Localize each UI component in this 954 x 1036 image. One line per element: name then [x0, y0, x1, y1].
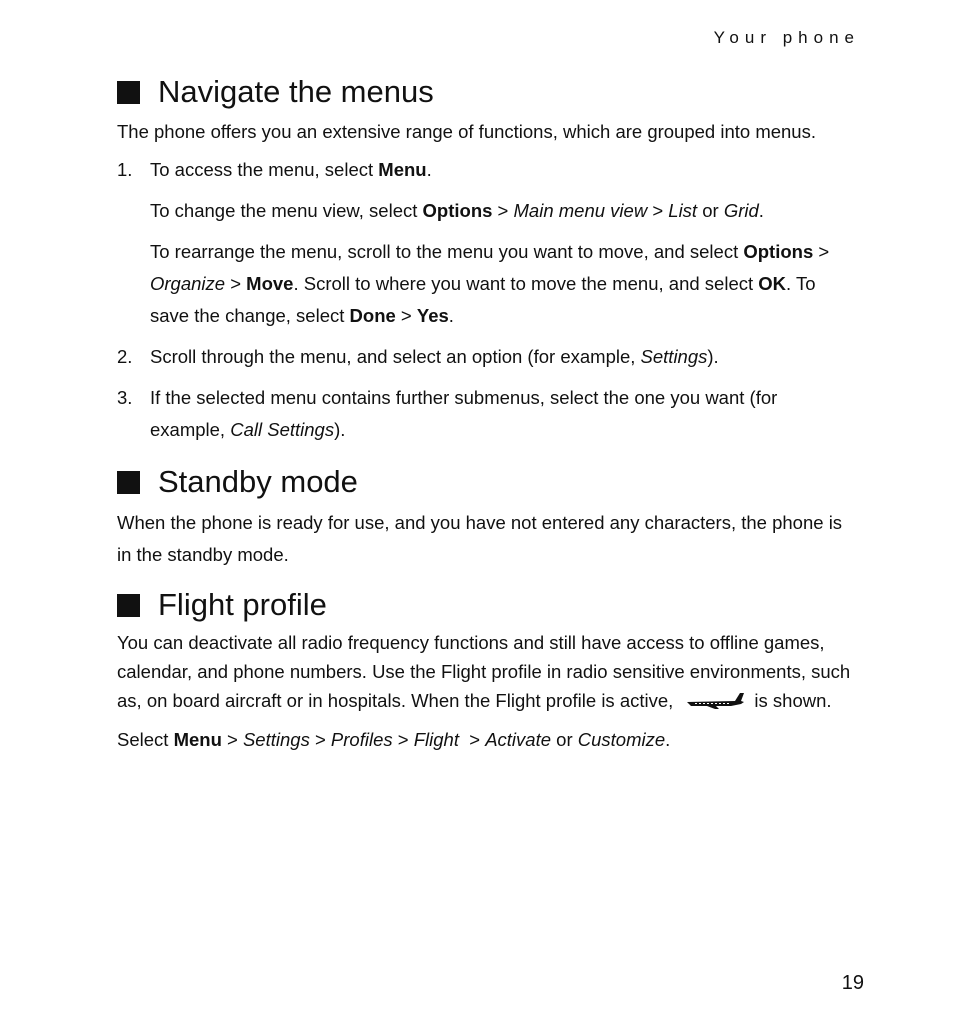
command-menu: Menu	[173, 729, 222, 750]
option-list: List	[668, 200, 698, 221]
step-1-line-1: To access the menu, select Menu.	[150, 159, 432, 180]
command-yes: Yes	[416, 305, 449, 326]
command-menu: Menu	[378, 159, 427, 180]
step-1	[117, 154, 857, 332]
step-2	[117, 341, 857, 373]
section-bullet-square	[117, 594, 140, 617]
option-activate: Activate	[485, 729, 552, 750]
step-3	[117, 382, 857, 446]
option-flight: Flight	[413, 729, 459, 750]
step-1-line-3: To rearrange the menu, scroll to the menu you want to move, and select Options > Organize > Move. Scroll to where you want to move the menu, and select OK. To save the change, select Done > Yes.	[150, 241, 830, 326]
section-title-text: Standby mode	[158, 464, 358, 499]
section-bullet-square	[117, 471, 140, 494]
option-settings: Settings	[640, 346, 708, 367]
option-main-menu-view: Main menu view	[513, 200, 648, 221]
airplane-icon	[685, 689, 745, 718]
step-2-line-1: Scroll through the menu, and select an option (for example, Settings).	[150, 346, 719, 367]
command-options: Options	[743, 241, 814, 262]
section-title-text: Navigate the menus	[158, 74, 434, 109]
step-1-line-2: To change the menu view, select Options > Main menu view > List or Grid.	[150, 200, 764, 221]
section-title-text: Flight profile	[158, 587, 327, 622]
step-number: 1.	[117, 159, 133, 180]
page-content	[117, 72, 857, 755]
step-number: 3.	[117, 387, 133, 408]
navigate-steps-list	[117, 154, 857, 446]
command-move: Move	[246, 273, 294, 294]
flight-profile-text: You can deactivate all radio frequency functions and still have access to offline games, calendar, and phone numbers. Use the Flight profile in radio sensitive environments, such as, on board aircraft or in hospitals. When the Flight profile is active, is shown.	[117, 628, 857, 718]
step-number: 2.	[117, 346, 133, 367]
standby-text: When the phone is ready for use, and you have not entered any characters, the phone is in the standby mode.	[117, 512, 843, 565]
flight-profile-select-path: Select Menu > Settings > Profiles > Flight > Activate or Customize.	[117, 729, 671, 750]
option-grid: Grid	[723, 200, 759, 221]
option-customize: Customize	[577, 729, 666, 750]
step-3-line-1: If the selected menu contains further submenus, select the one you want (for example, Call Settings).	[150, 387, 778, 440]
command-ok: OK	[758, 273, 787, 294]
section-title-flight-profile	[117, 585, 857, 625]
option-settings: Settings	[242, 729, 310, 750]
section-bullet-square	[117, 81, 140, 104]
command-options: Options	[422, 200, 493, 221]
navigate-intro: The phone offers you an extensive range of functions, which are grouped into menus.	[117, 121, 816, 142]
section-title-navigate-menus	[117, 72, 857, 112]
command-done: Done	[349, 305, 396, 326]
page-number: 19	[841, 972, 864, 994]
option-profiles: Profiles	[330, 729, 393, 750]
option-call-settings: Call Settings	[230, 419, 335, 440]
section-title-standby-mode	[117, 462, 857, 502]
option-organize: Organize	[150, 273, 226, 294]
running-head: Your phone	[713, 28, 860, 47]
